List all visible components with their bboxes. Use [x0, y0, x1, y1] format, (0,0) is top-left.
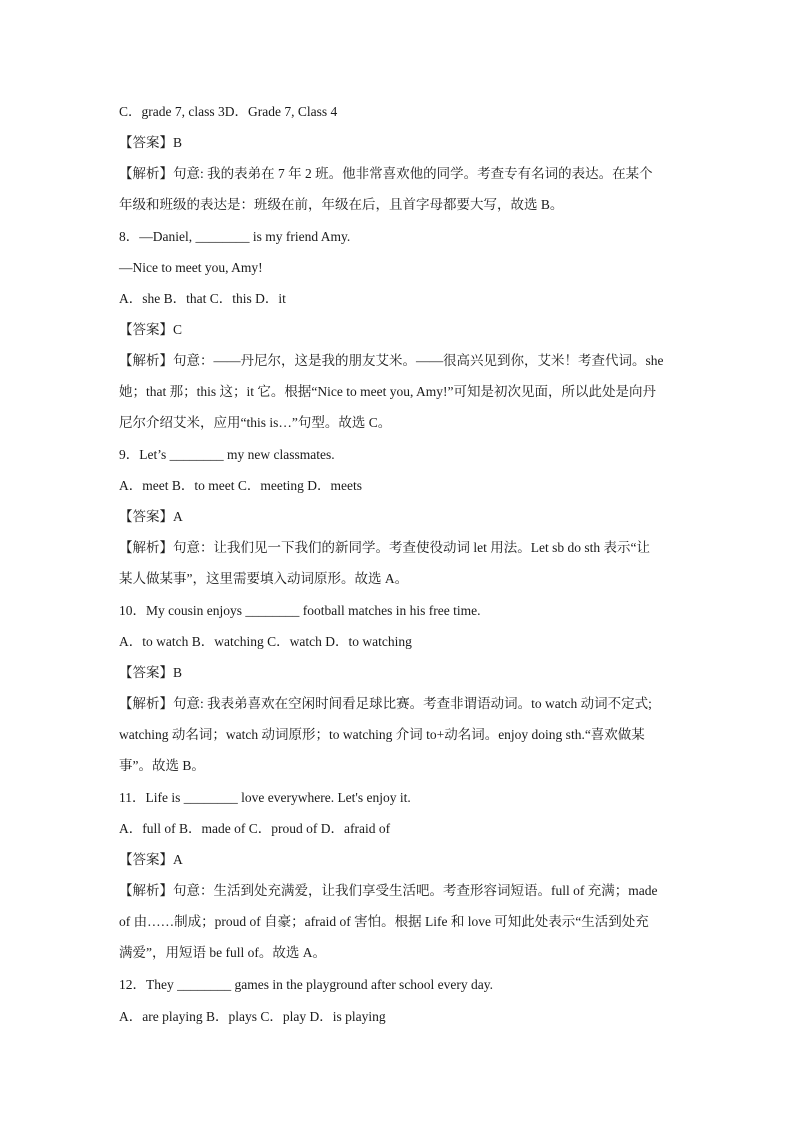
q11-explanation-line1: 【解析】句意：生活到处充满爱，让我们享受生活吧。考查形容词短语。full of 充满；made [119, 883, 658, 898]
q11-question: 11．Life is ________ love everywhere. Let's enjoy it. [119, 790, 411, 805]
q7-explanation-line2: 年级和班级的表达是：班级在前，年级在后，且首字母都要大写，故选 B。 [119, 197, 564, 212]
q10-answer: 【答案】B [119, 665, 183, 680]
q9-options: A．meet B．to meet C．meeting D．meets [119, 478, 362, 493]
q9-question: 9．Let’s ________ my new classmates. [119, 447, 335, 462]
q8-explanation-line3: 尼尔介绍艾米，应用“this is…”句型。故选 C。 [119, 415, 392, 430]
q7-answer: 【答案】B [119, 135, 183, 150]
q8-question: 8．—Daniel, ________ is my friend Amy. [119, 229, 351, 244]
q8-answer: 【答案】C [119, 322, 183, 337]
q10-explanation-line1: 【解析】句意: 我表弟喜欢在空闲时间看足球比赛。考查非谓语动词。to watch 动词不定式; [119, 696, 652, 711]
q8-question-reply: —Nice to meet you, Amy! [119, 260, 263, 275]
q11-explanation-line3: 满爱”，用短语 be full of。故选 A。 [119, 945, 326, 960]
q10-question: 10．My cousin enjoys ________ football matches in his free time. [119, 603, 481, 618]
q7-explanation-line1: 【解析】句意: 我的表弟在 7 年 2 班。他非常喜欢他的同学。考查专有名词的表达。在某个 [119, 166, 653, 181]
q8-explanation-line1: 【解析】句意：——丹尼尔，这是我的朋友艾米。——很高兴见到你，艾米！考查代词。she [119, 353, 664, 368]
q10-options: A．to watch B．watching C．watch D．to watching [119, 634, 412, 649]
q7-options-cd: C．grade 7, class 3D．Grade 7, Class 4 [119, 104, 338, 119]
q8-options: A．she B．that C．this D．it [119, 291, 286, 306]
q9-explanation-line2: 某人做某事”，这里需要填入动词原形。故选 A。 [119, 571, 409, 586]
q11-options: A．full of B．made of C．proud of D．afraid of [119, 821, 391, 836]
q10-explanation-line2: watching 动名词；watch 动词原形；to watching 介词 to+动名词。enjoy doing sth.“喜欢做某 [119, 727, 645, 742]
q10-explanation-line3: 事”。故选 B。 [119, 758, 205, 773]
q12-question: 12．They ________ games in the playground after school every day. [119, 977, 494, 992]
q8-explanation-line2: 她；that 那；this 这；it 它。根据“Nice to meet you, Amy!”可知是初次见面，所以此处是向丹 [119, 384, 656, 399]
q11-answer: 【答案】A [119, 852, 183, 867]
q9-answer: 【答案】A [119, 509, 183, 524]
q9-explanation-line1: 【解析】句意：让我们见一下我们的新同学。考查使役动词 let 用法。Let sb do sth 表示“让 [119, 540, 650, 555]
q11-explanation-line2: of 由……制成；proud of 自豪；afraid of 害怕。根据 Life 和 love 可知此处表示“生活到处充 [119, 914, 649, 929]
q12-options: A．are playing B．plays C．play D．is playing [119, 1009, 386, 1024]
